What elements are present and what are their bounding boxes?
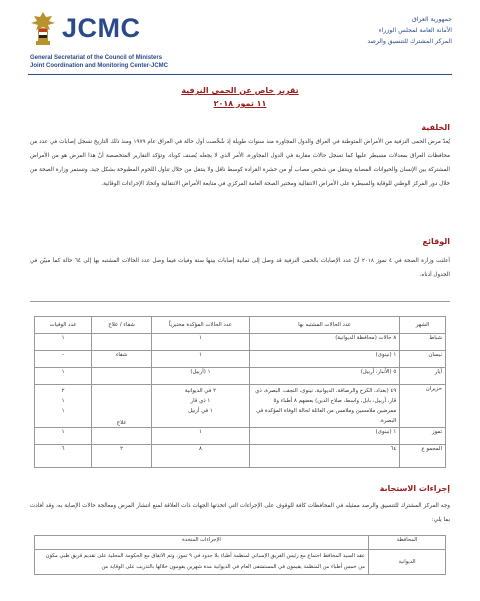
cell-month: نيسان [400, 351, 446, 368]
table-row [35, 428, 446, 445]
procedures-paragraph: وجه المركز المشترك للتنسيق والرصد ممثيله في المحافظات كافة للوقوف على الإجراءات التي اتخذتها الجهات ذات العلاقة لمنع انتشار المرض ومعالجة حالات الإصابة به، وقد أفادت بما يلي: [30, 503, 450, 523]
cell-deaths: - [35, 351, 92, 368]
cell-suspected: ١ (نينوى) [249, 428, 399, 445]
table-row-total [35, 445, 446, 468]
col-deaths: عدد الوفيات [35, 317, 92, 334]
facts-heading: الوقائع [422, 237, 450, 246]
cell-recovered [92, 428, 152, 445]
cell-confirmed: ١ (أربيل) [151, 368, 249, 385]
cell-confirmed: ١ [151, 428, 249, 445]
org-en-line1: General Secretariat of the Council of Ministers [30, 55, 163, 61]
table-row [35, 385, 446, 428]
iraq-eagle-emblem-icon [30, 8, 56, 48]
cell-month: المجمو ع [400, 445, 446, 468]
org-en-line2: Joint Coordination and Monitoring Center-JCMC [30, 62, 168, 69]
col-confirmed: عدد الحالات المؤكدة مختبرياً [151, 317, 249, 334]
cell-deaths: ٢ ١ ١ [35, 385, 92, 428]
facts-paragraph: أعلنت وزارة الصحة في ٤ تموز ٢٠١٨ أنّ عدد الإصابات بالحمى النزفية قد وصل إلى ثمانية إصابات بينها ستة وفيات فيما وصل عدد الحالات المشتبه بها إلى ٦٤ حالة كما مبيّن في الجدول أدناه. [30, 258, 450, 278]
cases-table [34, 316, 446, 468]
org-name-english [30, 55, 168, 70]
cell-recovered: شفاء [92, 351, 152, 368]
cell-month: شباط [400, 334, 446, 351]
cases-table-header-row [35, 317, 446, 334]
cell-confirmed: ١ [151, 334, 249, 351]
cell-confirmed: ٢ في الديوانية ١ ذي قار ١ في أربيل [151, 385, 249, 428]
org-name-arabic [367, 14, 452, 47]
header-divider [28, 74, 452, 75]
background-heading: الخلفية [421, 123, 450, 132]
cell-action: عقد السيد المحافظ اجتماع مع رئيس الفريق الإسباني لمنظمة أطباء بلا حدود في ٩ تموز، وتم الاتفاق مع الحكومة المحلية على تقديم فريق طبي مكون من خمس أطباء من المنظمة يقيمون في المستشفى العام في الديوانية مدة شهرين يقومون خلالها بالتدريب على الوقاية من [35, 550, 369, 575]
procedures-heading: إجراءات الاستجابة [379, 484, 450, 493]
table-row [35, 351, 446, 368]
cell-recovered [92, 334, 152, 351]
procedures-table [34, 535, 446, 575]
logo-text: JCMC [62, 13, 141, 43]
report-date: ١١ تموز ٢٠١٨ [213, 99, 267, 108]
cell-suspected: ٦٤ [249, 445, 399, 468]
cell-deaths: ٦ [35, 445, 92, 468]
cell-suspected: ١ (نينوى) [249, 351, 399, 368]
col-recovered: شفاء / علاج [92, 317, 152, 334]
section-divider [30, 301, 450, 302]
cell-deaths: ١ [35, 334, 92, 351]
table-row [35, 334, 446, 351]
org-ar-line3: المركز المشترك للتنسيق والرصد [367, 38, 452, 45]
table-row [35, 550, 446, 575]
cell-province: الديوانية [369, 550, 446, 575]
cell-confirmed: ١ [151, 351, 249, 368]
col-suspected: عدد الحالات المشتبه بها [249, 317, 399, 334]
cell-recovered [92, 368, 152, 385]
table-row [35, 368, 446, 385]
org-ar-line2: الأمانة العامة لمجلس الوزراء [378, 27, 452, 34]
report-title-line1: تقرير خاص عن الحمى النزفية [181, 86, 299, 95]
cell-month: تموز [400, 428, 446, 445]
cell-deaths: ١ [35, 428, 92, 445]
cell-suspected: ٥ (الأنبار، أربيل) [249, 368, 399, 385]
cell-month: أيار [400, 368, 446, 385]
cell-recovered: علاج [92, 385, 152, 428]
col-province: المحافظة [369, 536, 446, 550]
col-month: الشهر [400, 317, 446, 334]
report-title [180, 84, 300, 110]
org-ar-line1: جمهورية العراق [412, 16, 452, 23]
background-paragraph: يُعدّ مرض الحمى النزفية من الأمراض المتوطنة في العراق والدول المجاورة منذ سنوات طويلة إذ شُخّصت أول حالة في العراق عام ١٩٧٩ ومنذ ذلك التاريخ تسجل إصابات في عدد من محافظات العراق بمعدلات مسيطر عليها كما تسجل حالات مقاربة في الدول المجاورة، الأمر الذي لا يجعله يُصنف كوباء. وتؤكد التقارير المتخصصة أنّ هذا المرض هو من الأمراض المشتركة بين الإنسان والحيوانات المصابة وينتقل من شخص مصاب أو من حشرة القرادة كوسط ناقل ولا ينتقل من خلال تناول اللحوم المطبوخة بشكل جيد. وتستمر وزارة الصحة من خلال دور المركز الوطني للوقاية والسيطرة على الأمراض الانتقالية ومختبر الصحة العامة المركزي في متابعة الأمراض الانتقالية واتخاذ الإجراءات الوقائية. [30, 139, 450, 187]
cell-deaths: ١ [35, 368, 92, 385]
cell-suspected: ٤٩ (بغداد، الكرخ والرصافة، الديوانية، نينوى، النجف، البصرة، ذي قار، أربيل، بابل، واسط، صلاح الدين) بعضهم ٨ أطباء و٥ ممرضين ملامسين وملامس من العائلة لحالة الوفاة المؤكدة في البصرة. [249, 385, 399, 428]
cell-confirmed: ٨ [151, 445, 249, 468]
cell-month: حزيران [400, 385, 446, 428]
procedures-header-row [35, 536, 446, 550]
cell-suspected: ٨ حالات (محافظة الديوانية) [249, 334, 399, 351]
cell-recovered: ٢ [92, 445, 152, 468]
col-actions: الإجراءات المتخذة [35, 536, 369, 550]
